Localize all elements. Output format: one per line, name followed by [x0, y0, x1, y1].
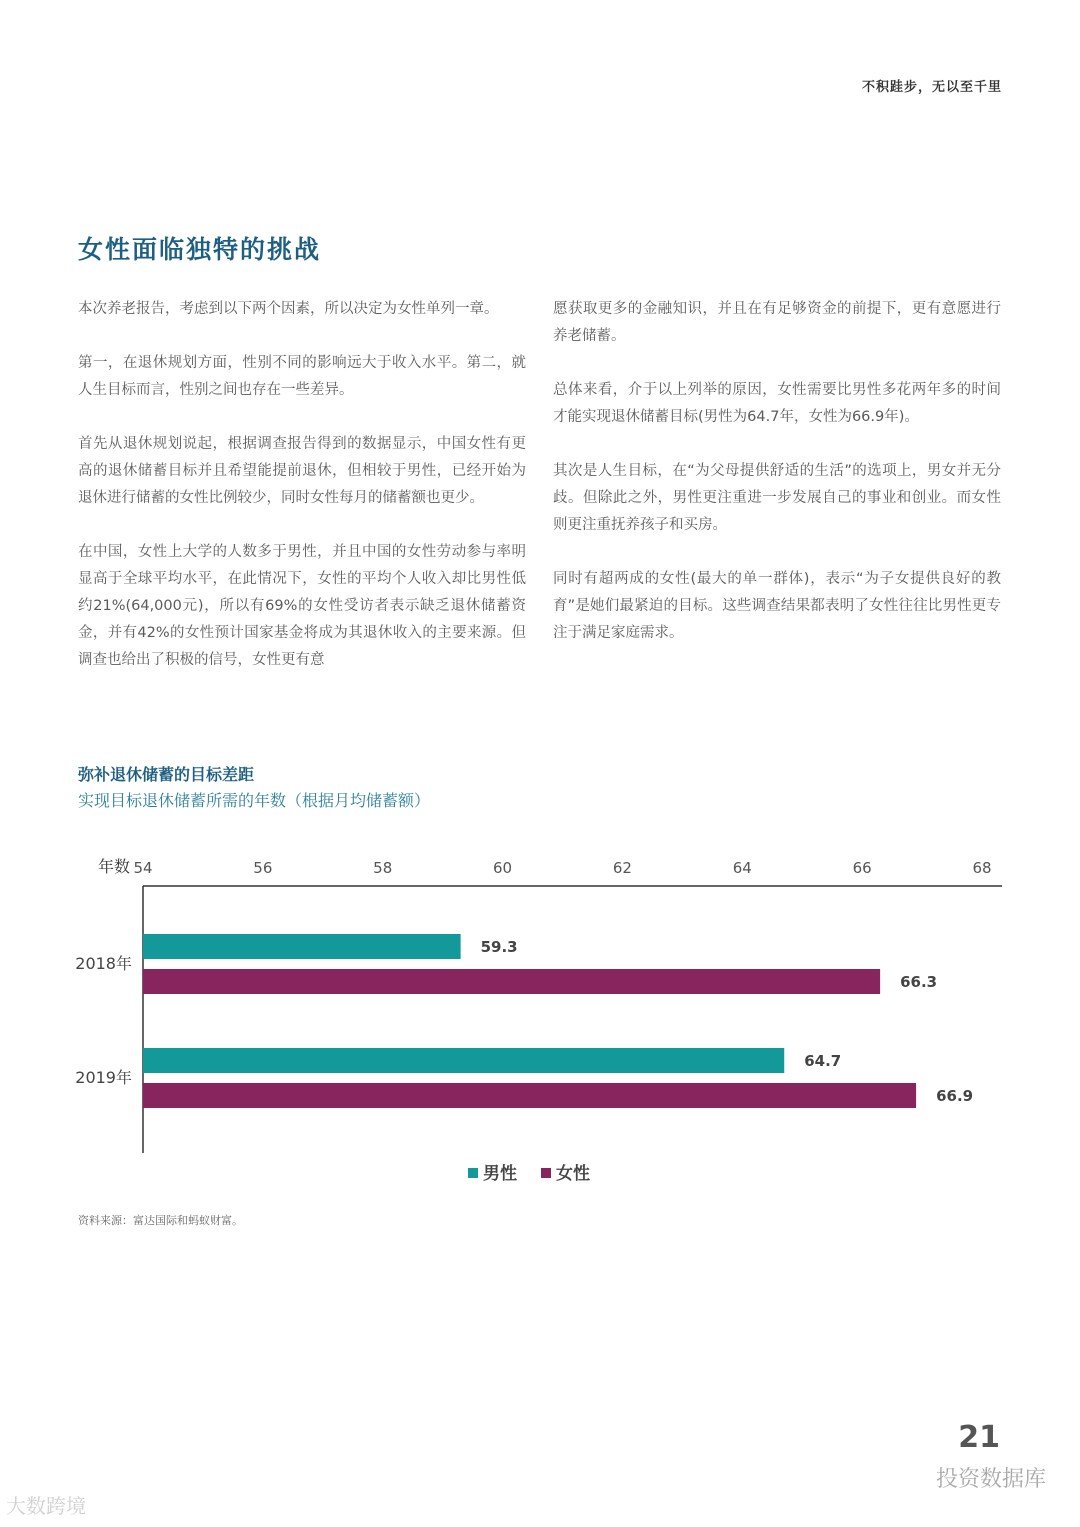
- legend-swatch-female: [541, 1168, 551, 1178]
- paragraph: 愿获取更多的金融知识，并且在有足够资金的前提下，更有意愿进行养老储蓄。: [553, 301, 1001, 344]
- data-label: 64.7: [804, 1052, 842, 1070]
- data-label: 66.3: [900, 973, 938, 991]
- tick-label: 62: [612, 859, 632, 877]
- left-column: [78, 296, 526, 701]
- tick-label: 68: [972, 859, 992, 877]
- bar-female: [143, 1083, 916, 1108]
- tick-label: 60: [493, 859, 513, 877]
- paragraph: 其次是人生目标，在“为父母提供舒适的生活”的选项上，男女并无分歧。但除此之外，男性更注重进一步发展自己的事业和创业。而女性则更注重抚养孩子和买房。: [553, 463, 1001, 533]
- watermark-right: 投资数据库: [935, 1467, 1046, 1492]
- paragraph: 本次养老报告，考虑到以下两个因素，所以决定为女性单列一章。: [78, 301, 499, 317]
- tick-label: 64: [732, 859, 752, 877]
- data-label: 59.3: [480, 938, 518, 956]
- tick-label: 54: [133, 859, 153, 877]
- chart-subtitle: 实现目标退休储蓄所需的年数（根据月均储蓄额）: [78, 791, 431, 810]
- watermark-left: 大数跨境: [6, 1494, 86, 1518]
- paragraph: 同时有超两成的女性(最大的单一群体)，表示“为子女提供良好的教育”是她们最紧迫的目标。这些调查结果都表明了女性往往比男性更专注于满足家庭需求。: [553, 571, 1001, 641]
- bar-male: [143, 934, 461, 959]
- legend-label: 女性: [556, 1164, 590, 1184]
- tick-label: 58: [373, 859, 393, 877]
- axis-label: 年数: [98, 857, 131, 876]
- paragraph: 第一，在退休规划方面，性别不同的影响远大于收入水平。第二，就人生目标而言，性别之间也存在一些差异。: [78, 355, 526, 398]
- tick-label: 56: [253, 859, 273, 877]
- category-label: 2018年: [75, 954, 132, 973]
- tick-label: 66: [852, 859, 872, 877]
- paragraph: 在中国，女性上大学的人数多于男性，并且中国的女性劳动参与率明显高于全球平均水平，在此情况下，女性的平均个人收入却比男性低约21%(64,000元)，所以有69%的女性受访者表示缺乏退休储蓄资金，并有42%的女性预计国家基金将成为其退休收入的主要来源。但调查也给出了积极的信号，女性更有意: [78, 544, 526, 668]
- legend-label: 男性: [483, 1164, 517, 1184]
- bar-female: [143, 969, 880, 994]
- header-tagline: 不积跬步，无以至千里: [861, 80, 1002, 95]
- right-column: [553, 296, 1001, 674]
- paragraph: 总体来看，介于以上列举的原因，女性需要比男性多花两年多的时间才能实现退休储蓄目标(男性为64.7年，女性为66.9年)。: [553, 382, 1001, 425]
- category-label: 2019年: [75, 1068, 132, 1087]
- paragraph: 首先从退休规划说起，根据调查报告得到的数据显示，中国女性有更高的退休储蓄目标并且希望能提前退休，但相较于男性，已经开始为退休进行储蓄的女性比例较少，同时女性每月的储蓄额也更少。: [78, 436, 526, 506]
- bar-male: [143, 1048, 784, 1073]
- page-title: 女性面临独特的挑战: [78, 235, 322, 264]
- chart-title: 弥补退休储蓄的目标差距: [78, 765, 255, 784]
- bar-chart: [60, 845, 1020, 1200]
- source-note: 资料来源：富达国际和蚂蚁财富。: [78, 1214, 243, 1227]
- legend-swatch-male: [468, 1168, 478, 1178]
- data-label: 66.9: [936, 1087, 974, 1105]
- page-number: 21: [958, 1420, 1000, 1455]
